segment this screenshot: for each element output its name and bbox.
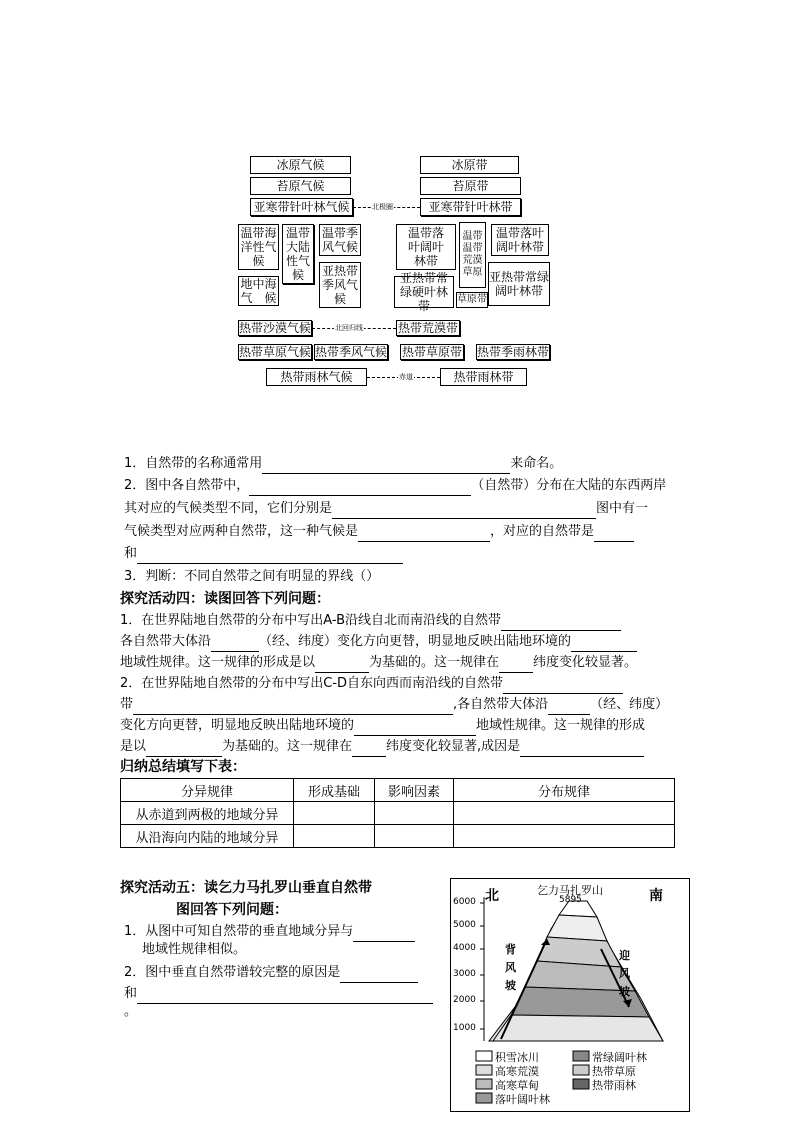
q2-text: ，对应的自然带是: [490, 524, 595, 539]
zone-box: 温带落叶 阔叶林带: [491, 224, 549, 256]
zone-box: 温带落 叶阔叶 林带: [396, 224, 456, 270]
act4-text: （经、纬度）变化方向更替，明显地反映出陆地环境的: [259, 634, 572, 649]
question-2-cont: [124, 499, 648, 519]
zone-box: 热带荒漠带: [397, 321, 458, 335]
zone-box: 温带 温带 荒漠 草原: [459, 222, 486, 288]
q2-text: （自然带）分布在大陆的东西两岸: [471, 478, 667, 493]
summary-table: [120, 778, 675, 848]
answer-blank[interactable]: [594, 527, 634, 542]
table-header: 分异规律: [121, 779, 294, 802]
act4-line: [120, 653, 637, 673]
table-cell[interactable]: [294, 802, 375, 825]
legend-item: 热带草原: [592, 1065, 636, 1078]
act4-text: 1．在世界陆地自然带的分布中写出A-B沿线自北而南沿线的自然带: [120, 613, 502, 628]
climate-box: 温带海 洋性气 候: [238, 224, 279, 270]
q1-text: 来命名。: [510, 456, 563, 471]
act4-line: [120, 695, 668, 715]
zone-box: 热带雨林带: [440, 368, 527, 386]
table-header: 形成基础: [294, 779, 375, 802]
legend-item: 高寒荒漠: [495, 1065, 539, 1078]
act5-text: 2．图中垂直自然带谱较完整的原因是: [124, 965, 341, 980]
elev-tick: 4000: [453, 943, 476, 953]
answer-blank[interactable]: [501, 616, 621, 631]
link-label: 北回归线: [335, 324, 363, 332]
elev-tick: 1000: [453, 1023, 476, 1033]
windward-label: 迎风坡: [619, 949, 630, 998]
question-2-cont: [124, 544, 403, 564]
q1-text: 1．自然带的名称通常用: [124, 456, 263, 471]
act5-line: [124, 963, 418, 983]
answer-blank[interactable]: [315, 658, 369, 673]
legend-item: 落叶阔叶林: [495, 1093, 550, 1106]
act4-line: [120, 674, 623, 694]
answer-blank[interactable]: [137, 549, 403, 564]
answer-blank[interactable]: [133, 700, 453, 715]
legend-item: 常绿阔叶林: [592, 1051, 647, 1064]
table-header: 影响因素: [375, 779, 454, 802]
act5-text: 1．从图中可知自然带的垂直地域分异与: [124, 924, 354, 939]
climate-box: 地中海 气 候: [238, 276, 279, 306]
climate-box: 温带季 风气候: [319, 224, 361, 256]
act5-line: [124, 984, 433, 1004]
act5-line: 地域性规律相似。: [142, 942, 247, 957]
answer-blank[interactable]: [146, 742, 222, 757]
zone-box: 亚寒带针叶林带: [420, 198, 521, 216]
zone-box: 亚热带常 绿硬叶林带: [394, 276, 454, 308]
zone-box: 热带草原带: [401, 345, 462, 359]
kilimanjaro-diagram: [450, 878, 690, 1112]
zone-box: 苔原带: [420, 177, 521, 195]
climate-box: 苔原气候: [250, 177, 351, 195]
act4-text: ,各自然带大体沿: [453, 697, 549, 712]
act4-text: 纬度变化较显著,成因是: [386, 739, 521, 754]
answer-blank[interactable]: [358, 527, 490, 542]
south-label: 南: [649, 888, 663, 904]
answer-blank[interactable]: [520, 742, 644, 757]
activity-4-title: 探究活动四：读图回答下列问题：: [120, 591, 330, 607]
leeward-label: 背风坡: [505, 943, 516, 992]
act4-text: 地域性规律。这一规律的形成是以: [120, 655, 316, 670]
activity-5-title-cont: 图回答下列问题：: [176, 902, 288, 918]
peak-height: 5895: [559, 895, 582, 905]
act5-line: 。: [124, 1004, 138, 1019]
elev-tick: 6000: [453, 897, 476, 907]
link-label: 赤道: [399, 373, 413, 381]
question-2-cont: [124, 522, 634, 542]
act5-line: [124, 922, 415, 942]
north-label: 北: [485, 888, 499, 904]
summary-title: 归纳总结填写下表：: [120, 759, 246, 775]
answer-blank[interactable]: [340, 968, 418, 983]
act4-text: 2．在世界陆地自然带的分布中写出C-D自东向西而南沿线的自然带: [120, 676, 504, 691]
question-2: [124, 476, 666, 496]
table-row: [121, 802, 675, 825]
act4-line: [120, 632, 637, 652]
climate-box: 亚热带 季风气 候: [319, 262, 361, 308]
answer-blank[interactable]: [499, 658, 533, 673]
legend-item: 热带雨林: [592, 1079, 636, 1092]
table-cell[interactable]: [454, 802, 675, 825]
act4-line: [120, 737, 644, 757]
act4-text: 地域性规律。这一规律的形成: [476, 718, 646, 733]
zone-box: 亚热带常绿 阔叶林带: [488, 262, 550, 306]
table-cell: 从赤道到两极的地域分异: [121, 802, 294, 825]
answer-blank[interactable]: [137, 989, 433, 1004]
act4-text: 是以: [120, 739, 147, 754]
act4-text: 带: [120, 697, 134, 712]
act4-text: （经、纬度）: [590, 697, 669, 712]
q2-text: 和: [124, 546, 138, 561]
table-row: [121, 825, 675, 848]
mountain-figure: [451, 879, 689, 1111]
act4-text: 为基础的。这一规律在: [222, 739, 353, 754]
zone-box: 草原带: [456, 292, 488, 308]
legend-item: 高寒草甸: [495, 1079, 539, 1092]
answer-blank[interactable]: [211, 637, 259, 652]
climate-box: 热带雨林气候: [266, 368, 367, 386]
table-cell[interactable]: [454, 825, 675, 848]
climate-box: 热带草原气候: [239, 345, 312, 359]
climate-box: 热带季风气候: [315, 345, 388, 359]
act4-text: 变化方向更替，明显地反映出陆地环境的: [120, 718, 355, 733]
question-3: 3．判断：不同自然带之间有明显的界线（）: [124, 569, 380, 584]
mountain-name: 乞力马扎罗山: [537, 884, 603, 897]
legend-item: 积雪冰川: [495, 1051, 539, 1064]
answer-blank[interactable]: [354, 721, 476, 736]
act4-text: 纬度变化较显著。: [533, 655, 638, 670]
climate-box: 热带沙漠气候: [239, 321, 312, 335]
act4-text: 为基础的。这一规律在: [369, 655, 500, 670]
act4-text: 各自然带大体沿: [120, 634, 212, 649]
answer-blank[interactable]: [249, 481, 471, 496]
act4-line: [120, 611, 621, 631]
table-cell[interactable]: [375, 825, 454, 848]
table-header: 分布规律: [454, 779, 675, 802]
table-cell[interactable]: [375, 802, 454, 825]
climate-box: 冰原气候: [250, 156, 351, 174]
answer-blank[interactable]: [503, 679, 623, 694]
answer-blank[interactable]: [262, 459, 510, 474]
activity-5-title: 探究活动五：读乞力马扎罗山垂直自然带: [120, 880, 372, 896]
table-cell: 从沿海向内陆的地域分异: [121, 825, 294, 848]
climate-box: 温带 大陆 性气 候: [282, 224, 314, 284]
elev-tick: 3000: [453, 969, 476, 979]
zone-box: 冰原带: [420, 156, 519, 174]
table-cell[interactable]: [294, 825, 375, 848]
answer-blank[interactable]: [332, 504, 596, 519]
q2-text: 图中有一: [596, 501, 649, 516]
act4-line: [120, 716, 645, 736]
elev-tick: 5000: [453, 920, 476, 930]
answer-blank[interactable]: [571, 637, 637, 652]
climate-box: 亚寒带针叶林气候: [250, 198, 353, 216]
question-1: [124, 454, 562, 474]
table-header-row: [121, 779, 675, 802]
q2-text: 2．图中各自然带中，: [124, 478, 250, 493]
zone-box: 热带季雨林带: [477, 345, 550, 359]
answer-blank[interactable]: [352, 742, 386, 757]
link-label: 北极圈: [372, 203, 393, 211]
answer-blank[interactable]: [353, 927, 415, 942]
q2-text: 其对应的气候类型不同，它们分别是: [124, 501, 333, 516]
answer-blank[interactable]: [548, 700, 590, 715]
elev-tick: 2000: [453, 995, 476, 1005]
q2-text: 气候类型对应两种自然带，这一种气候是: [124, 524, 359, 539]
act5-text: 和: [124, 986, 138, 1001]
